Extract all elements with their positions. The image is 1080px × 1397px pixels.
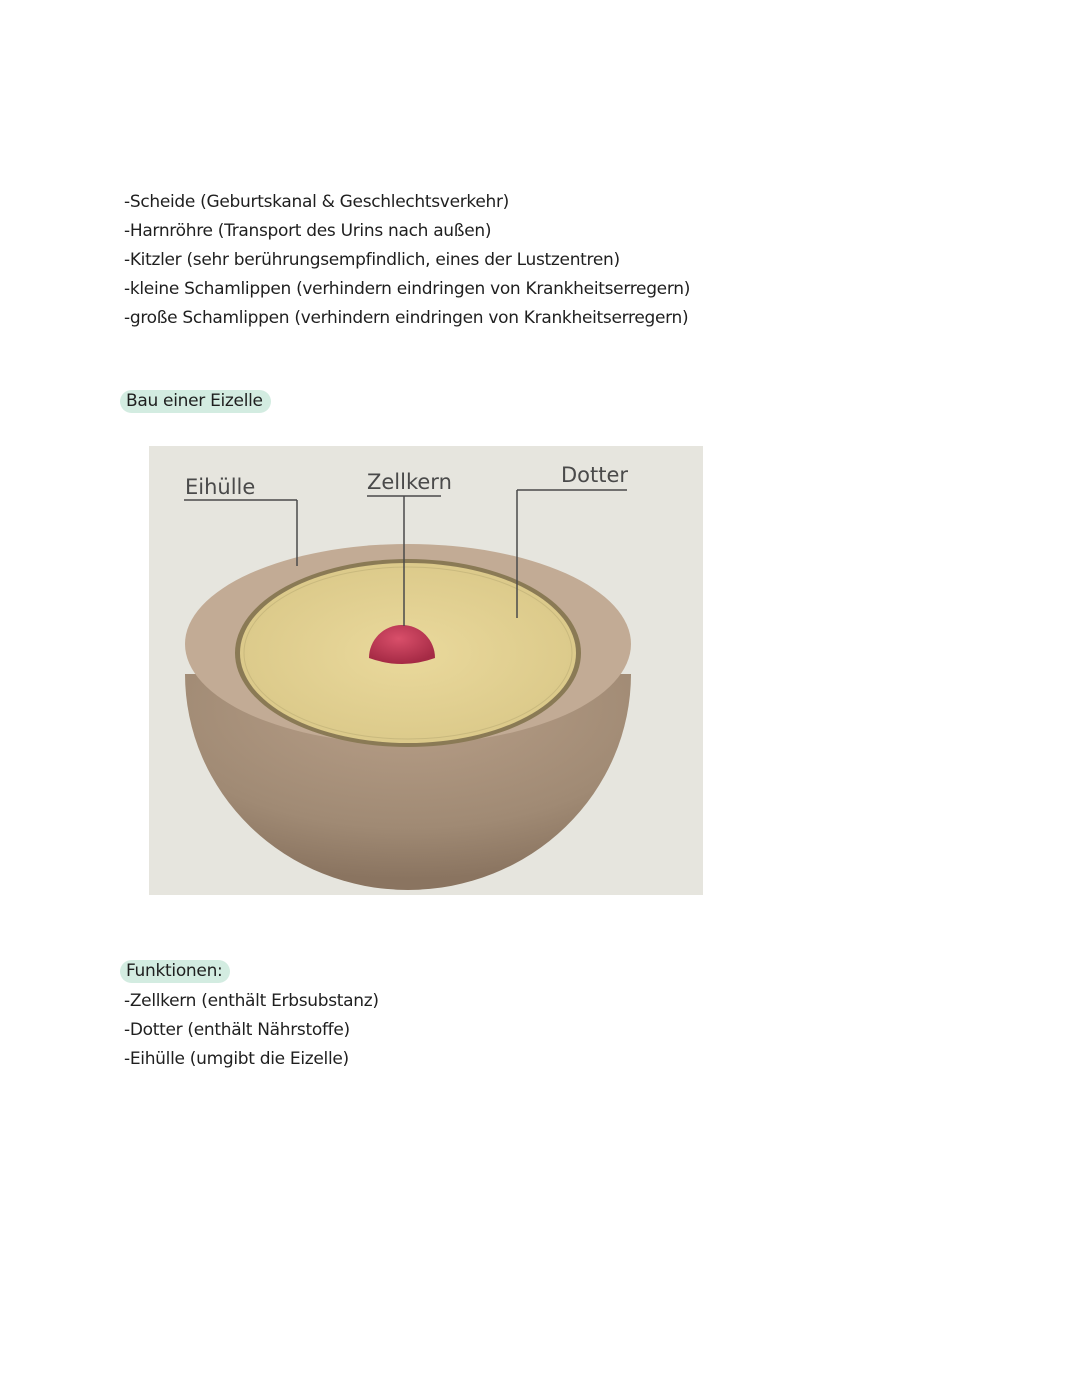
list-item: -Zellkern (enthält Erbsubstanz) xyxy=(124,991,379,1011)
list-item: -Harnröhre (Transport des Urins nach außen) xyxy=(124,221,492,241)
section-heading-bau: Bau einer Eizelle xyxy=(120,390,271,413)
list-item: -kleine Schamlippen (verhindern eindringen von Krankheitserregern) xyxy=(124,279,691,299)
list-item: -Scheide (Geburtskanal & Geschlechtsverkehr) xyxy=(124,192,510,212)
egg-cell-diagram xyxy=(149,446,703,895)
label-dotter: Dotter xyxy=(561,463,629,487)
list-item: -große Schamlippen (verhindern eindringen von Krankheitserregern) xyxy=(124,308,689,328)
organs-list xyxy=(124,188,690,333)
list-item: -Kitzler (sehr berührungsempfindlich, eines der Lustzentren) xyxy=(124,250,620,270)
functions-list xyxy=(124,987,379,1074)
list-item: -Dotter (enthält Nährstoffe) xyxy=(124,1020,350,1040)
label-eihuelle: Eihülle xyxy=(185,475,256,499)
section-heading-funktionen: Funktionen: xyxy=(120,960,230,983)
list-item: -Eihülle (umgibt die Eizelle) xyxy=(124,1049,349,1069)
label-zellkern: Zellkern xyxy=(367,470,452,494)
